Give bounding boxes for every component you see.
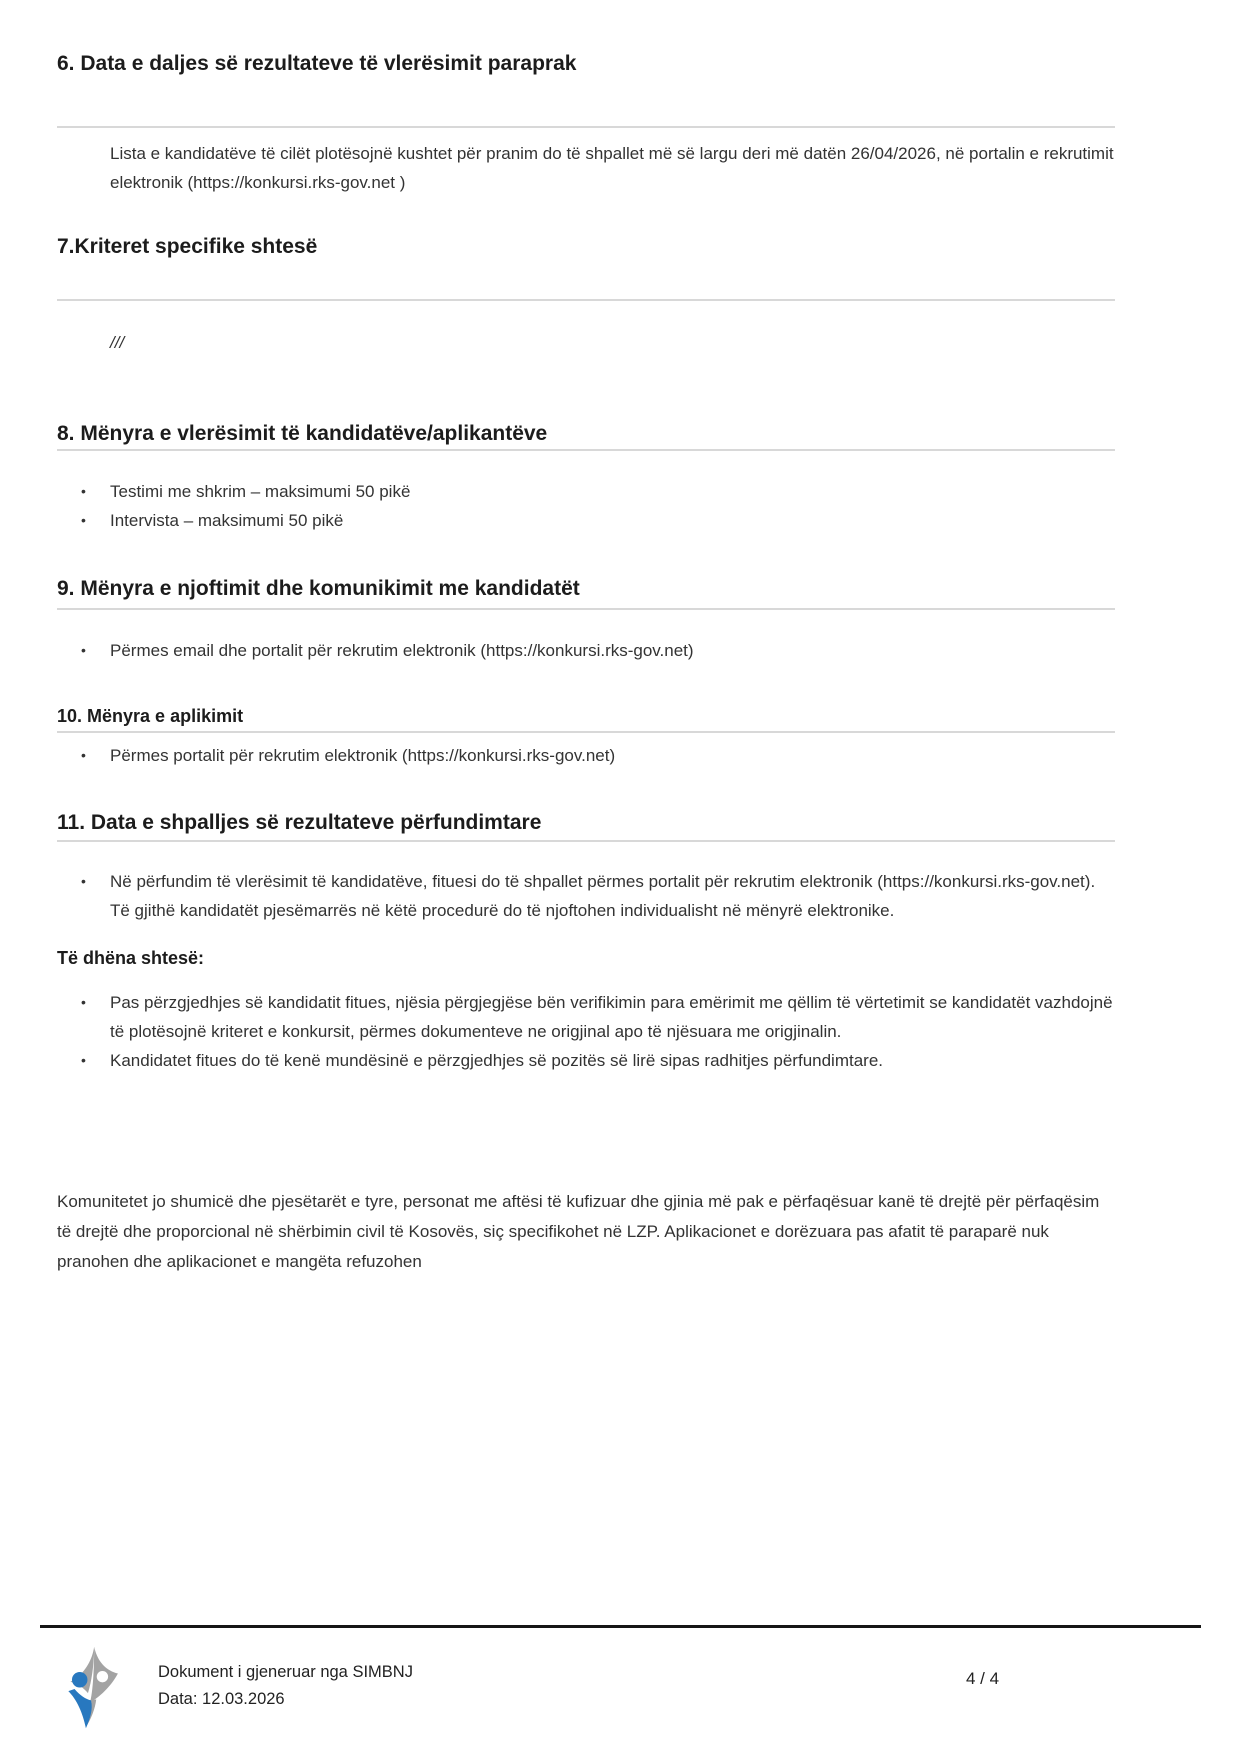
document-body bbox=[57, 0, 1115, 1277]
section-divider bbox=[57, 126, 1115, 128]
section-6-paragraph: Lista e kandidatëve të cilët plotësojnë kushtet për pranim do të shpallet më së largu deri më datën 26/04/2026, në portalin e rekrutimit elektronik (https://konkursi.rks-gov.net ) bbox=[110, 144, 1114, 192]
section-9-heading: 9. Mënyra e njoftimit dhe komunikimit me kandidatët bbox=[57, 577, 580, 600]
section-8-list bbox=[57, 477, 1115, 535]
section-divider bbox=[57, 731, 1115, 733]
footer-generated-by: Dokument i gjeneruar nga SIMBNJ bbox=[158, 1663, 413, 1681]
section-7-paragraph: /// bbox=[110, 333, 125, 352]
section-divider bbox=[57, 299, 1115, 301]
list-item: • Përmes portalit për rekrutim elektronik (https://konkursi.rks-gov.net) bbox=[57, 741, 1115, 770]
section-10-heading: 10. Mënyra e aplikimit bbox=[57, 706, 244, 726]
list-item: • Në përfundim të vlerësimit të kandidatëve, fituesi do të shpallet përmes portalit për rekrutim elektronik (https://konkursi.rks-gov.net). Të gjithë kandidatët pjesëmarrës në këtë procedurë do të njoftohen individualisht në mënyrë elektronike. bbox=[57, 867, 1115, 925]
section-9-list bbox=[57, 636, 1115, 665]
list-item: • Intervista – maksimumi 50 pikë bbox=[57, 506, 1115, 535]
page-number: 4 / 4 bbox=[966, 1669, 1000, 1688]
section-divider bbox=[57, 449, 1115, 451]
section-divider bbox=[57, 608, 1115, 610]
footer-date: Data: 12.03.2026 bbox=[158, 1690, 285, 1708]
section-11-list bbox=[57, 867, 1115, 925]
list-item: • Përmes email dhe portalit për rekrutim elektronik (https://konkursi.rks-gov.net) bbox=[57, 636, 1115, 665]
section-8-heading: 8. Mënyra e vlerësimit të kandidatëve/aplikantëve bbox=[57, 422, 548, 445]
list-item: • Testimi me shkrim – maksimumi 50 pikë bbox=[57, 477, 1115, 506]
footer-text bbox=[158, 1659, 413, 1713]
section-6-heading: 6. Data e daljes së rezultateve të vlerësimit paraprak bbox=[57, 52, 577, 75]
section-11-heading: 11. Data e shpalljes së rezultateve përfundimtare bbox=[57, 811, 542, 834]
additional-data-list bbox=[57, 988, 1115, 1075]
section-divider bbox=[57, 840, 1115, 842]
additional-data-heading: Të dhëna shtesë: bbox=[57, 948, 205, 968]
list-item: • Kandidatet fitues do të kenë mundësinë e përzgjedhjes së pozitës së lirë sipas radhitjes përfundimtare. bbox=[57, 1046, 1115, 1075]
closing-paragraph: Komunitetet jo shumicë dhe pjesëtarët e tyre, personat me aftësi të kufizuar dhe gjinia më pak e përfaqësuar kanë të drejtë për përfaqësim të drejtë dhe proporcional në shërbimin civil të Kosovës, siç specifikohet në LZP. Aplikacionet e dorëzuara pas afatit të paraparë nuk pranohen dhe aplikacionet e mangëta refuzohen bbox=[57, 1192, 1100, 1271]
list-item: • Pas përzgjedhjes së kandidatit fitues, njësia përgjegjëse bën verifikimin para emërimit me qëllim të vërtetimit se kandidatët vazhdojnë të plotësojnë kriteret e konkursit, përmes dokumenteve ne origjinal apo të njësuara me origjinalin. bbox=[57, 988, 1115, 1046]
simbnj-logo-icon bbox=[57, 1645, 121, 1731]
section-7-heading: 7.Kriteret specifike shtesë bbox=[57, 235, 318, 258]
section-10-list bbox=[57, 741, 1115, 770]
footer-divider bbox=[40, 1625, 1201, 1628]
